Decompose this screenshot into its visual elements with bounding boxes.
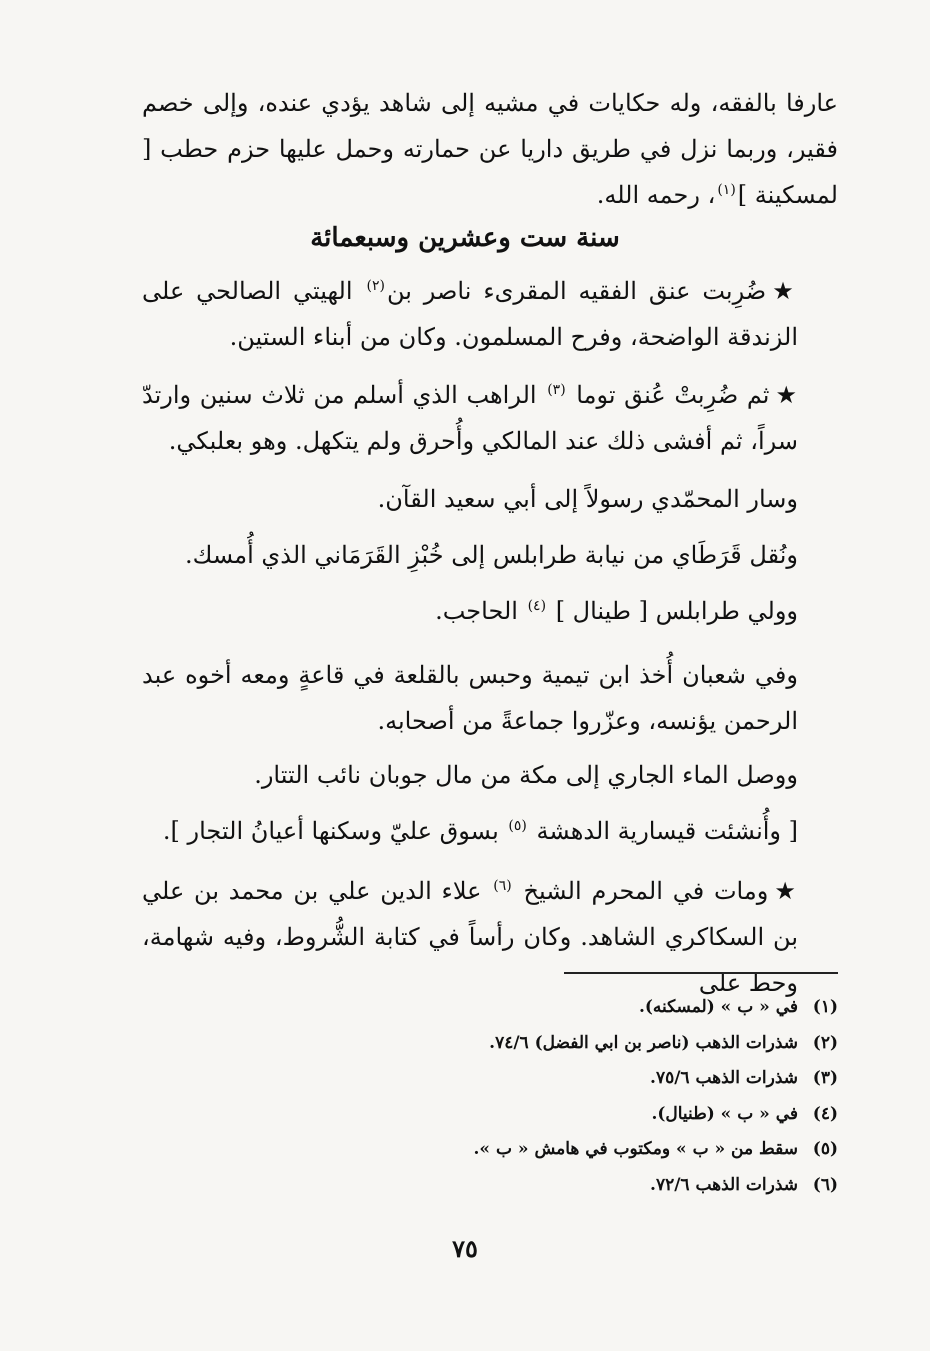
footnotes-list bbox=[142, 990, 838, 1203]
footnote-number: (٦) bbox=[812, 1174, 838, 1195]
paragraph-1-after: الهيتي الصالحي على الزندقة الواضحة، وفرح المسلمون. وكان من أبناء الستين. bbox=[142, 277, 798, 351]
footnote-item bbox=[142, 1097, 838, 1133]
paragraph-6-text: وفي شعبان أُخذ ابن تيمية وحبس بالقلعة في قاعةٍ ومعه أخوه عبد الرحمن يؤنسه، وعزّروا جماعةً من أصحابه. bbox=[142, 661, 798, 735]
footnote-ref-2: (٢) bbox=[366, 278, 385, 294]
paragraph-1 bbox=[142, 268, 838, 360]
footnote-item bbox=[142, 990, 838, 1026]
footnote-item bbox=[142, 1168, 838, 1204]
paragraph-2 bbox=[142, 372, 838, 464]
footnote-item bbox=[142, 1026, 838, 1062]
paragraph-7-text: ووصل الماء الجاري إلى مكة من مال جوبان نائب التتار. bbox=[254, 761, 798, 789]
paragraph-1-before: ضُرِبت عنق الفقيه المقرىء ناصر بن bbox=[386, 277, 767, 305]
star-marker: ★ bbox=[775, 381, 799, 409]
footnote-number: (٤) bbox=[812, 1103, 838, 1124]
footnote-ref-3: (٣) bbox=[547, 382, 566, 398]
star-marker: ★ bbox=[772, 277, 798, 305]
footnote-item bbox=[142, 1061, 838, 1097]
paragraph-5-before: وولي طرابلس [ طينال ] bbox=[555, 597, 798, 625]
paragraph-2-before: ثم ضُرِبتْ عُنق توما bbox=[576, 381, 770, 409]
intro-tail: ، رحمه الله. bbox=[596, 181, 716, 209]
page-number: ٧٥ bbox=[452, 1234, 478, 1263]
footnote-ref-1: (١) bbox=[717, 182, 736, 198]
star-marker: ★ bbox=[774, 877, 798, 905]
paragraph-8-after: بسوق عليّ وسكنها أعيانُ التجار ]. bbox=[162, 817, 499, 845]
footnote-item bbox=[142, 1132, 838, 1168]
footnote-number: (٥) bbox=[812, 1139, 838, 1159]
footnote-text: شذرات الذهب (ناصر بن ابي الفضل) ٧٤/٦. bbox=[489, 1032, 798, 1053]
intro-text: عارفا بالفقه، وله حكايات في مشيه إلى شاهد يؤدي عنده، وإلى خصم فقير، وربما نزل في طريق داريا عن حمارته وحمل عليها حزم حطب [ لمسكينة ] bbox=[142, 89, 838, 209]
paragraph-9-after: علاء الدين علي بن محمد بن علي بن السكاكري الشاهد. وكان رأساً في كتابة الشُّروط، وفيه شهامة، وحط على bbox=[142, 877, 798, 997]
footnote-number: (٢) bbox=[812, 1032, 838, 1053]
footnote-text: شذرات الذهب ٧٥/٦. bbox=[650, 1068, 798, 1088]
footnote-text: في « ب » (لمسكنه). bbox=[638, 997, 798, 1017]
paragraph-7 bbox=[142, 752, 838, 798]
footnote-text: سقط من « ب » ومكتوب في هامش « ب ». bbox=[473, 1139, 798, 1159]
paragraph-3-text: وسار المحمّدي رسولاً إلى أبي سعيد القآن. bbox=[377, 485, 798, 513]
paragraph-8 bbox=[142, 808, 838, 854]
paragraph-8-before: [ وأُنشئت قيسارية الدهشة bbox=[536, 817, 798, 845]
paragraph-9 bbox=[142, 868, 838, 1006]
footnote-number: (٣) bbox=[812, 1068, 838, 1088]
year-heading: سنة ست وعشرين وسبعمائة bbox=[310, 223, 620, 253]
paragraph-4 bbox=[142, 532, 838, 578]
paragraph-2-after: الراهب الذي أسلم من ثلاث سنين وارتدّ سراً، ثم أفشى ذلك عند المالكي وأُحرق ولم يتكهل. وهو بعلبكي. bbox=[142, 381, 798, 455]
footnote-text: في « ب » (طنيال). bbox=[651, 1103, 798, 1124]
paragraph-9-before: ومات في المحرم الشيخ bbox=[523, 877, 769, 905]
footnote-divider bbox=[564, 972, 838, 974]
paragraph-5 bbox=[142, 588, 838, 634]
paragraph-4-text: ونُقل قَرَطَاي من نيابة طرابلس إلى خُبْزِ القَرَمَاني الذي أُمسك. bbox=[185, 541, 798, 569]
footnote-number: (١) bbox=[812, 997, 838, 1017]
intro-paragraph bbox=[142, 80, 838, 218]
footnote-text: شذرات الذهب ٧٢/٦. bbox=[650, 1174, 798, 1195]
paragraph-6 bbox=[142, 652, 838, 744]
footnote-ref-5: (٥) bbox=[508, 818, 527, 834]
footnote-ref-4: (٤) bbox=[527, 598, 547, 614]
paragraph-5-after: الحاجب. bbox=[435, 597, 518, 625]
footnote-ref-6: (٦) bbox=[493, 878, 512, 894]
paragraph-3 bbox=[142, 476, 838, 522]
